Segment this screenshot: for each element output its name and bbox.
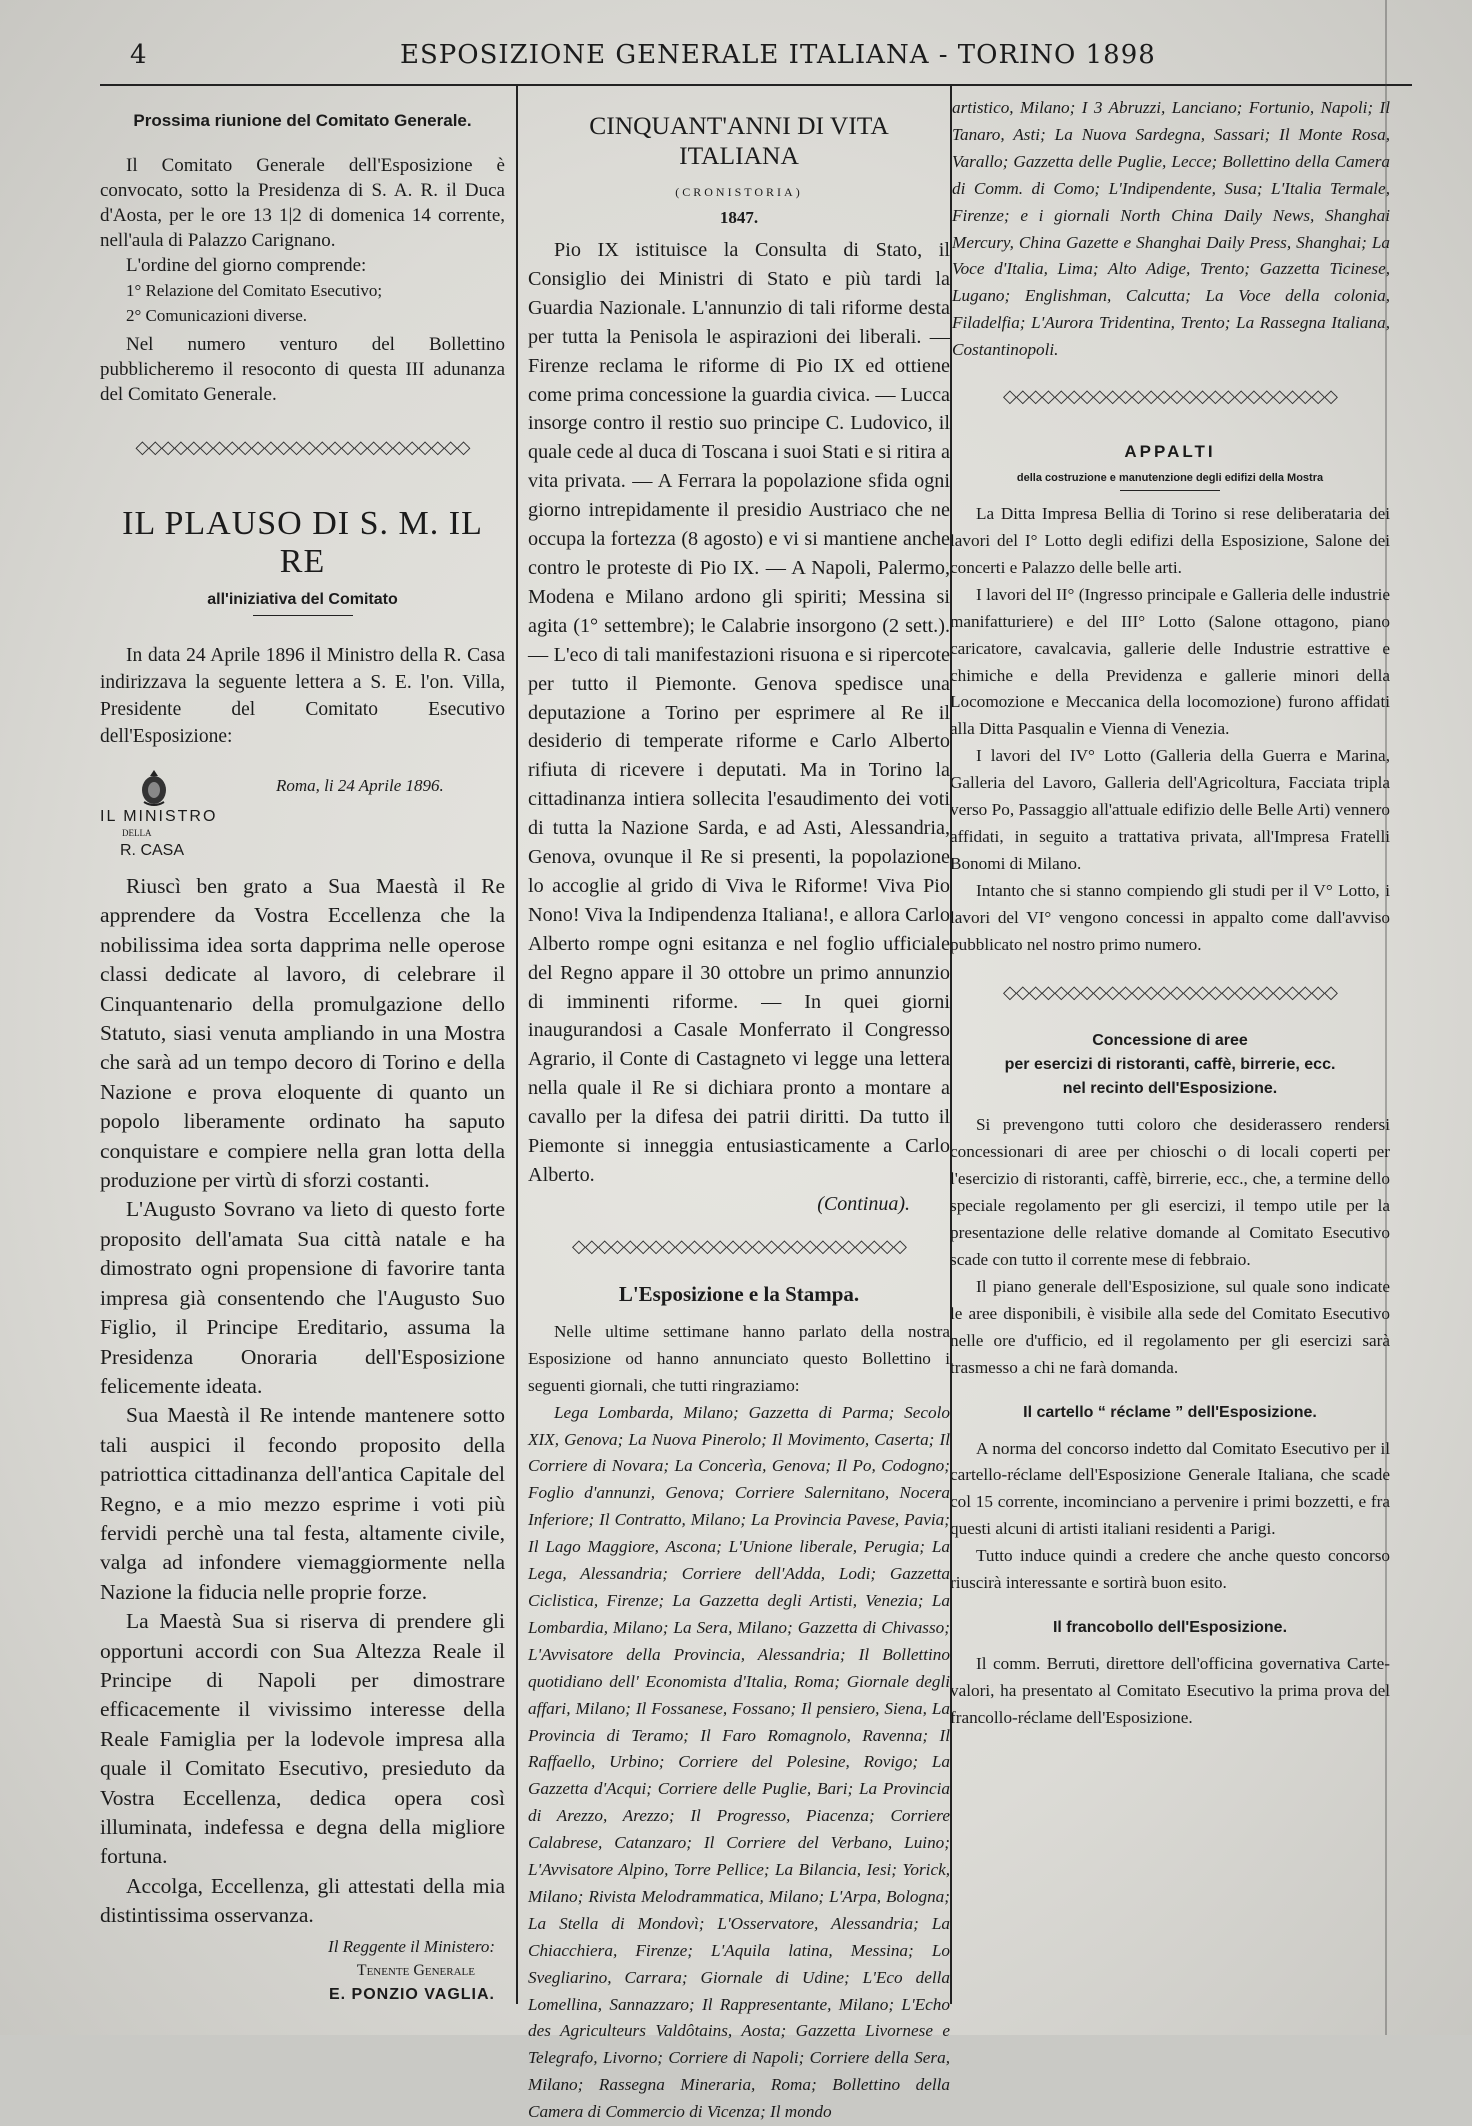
stampa-list-continued: artistico, Milano; I 3 Abruzzi, Lanciano; Fortunio, Napoli; Il Tanaro, Asti; La Nuova Sardegna, Sassari; Il Monte Rosa, Varallo; Gazzetta delle Puglie, Lecce; Bollettino della Camera di Comm. di Como; L'Indipendente, Susa; L'Italia Termale, Firenze; e i giornali North China Daily News, Shanghai Mercury, China Gazette e Shanghai Daily Press, Shanghai; La Voce d'Italia, Lima; Alto Adige, Trento; Gazzetta Ticinese, Lugano; Englishman, Calcutta; La Voce della colonia, Filadelfia; L'Aurora Tridentina, Trento; La Rassegna Italiana, Costantinopoli.	[952, 98, 1390, 360]
riunione-paragraph: L'ordine del giorno comprende:	[126, 255, 367, 276]
signature-line: Il Reggente il Ministero:	[328, 1936, 495, 1956]
concessione-title: per esercizi di ristoranti, caffè, birrerie, ecc.	[1004, 1056, 1336, 1074]
stampa-paragraph: Nelle ultime settimane hanno parlato della nostra Esposizione od hanno annunciato questo Bollettino i seguenti giornali, che tutti ringraziamo:	[528, 1321, 950, 1395]
letter-paragraph: Accolga, Eccellenza, gli attestati della mia distintissima osservanza.	[100, 1873, 505, 1928]
royal-crest-icon	[136, 768, 172, 808]
appalti-paragraph: I lavori del IV° Lotto (Galleria della Guerra e Marina, Galleria del Lavoro, Galleria dell'Agricoltura, Facciata tripla verso Po, Passaggio all'attuale edifizio delle Belle Arti) vennero affidati, in seguito a trattativa privata, all'Impresa Fratelli Bonomi di Milano.	[950, 746, 1390, 873]
page-title: ESPOSIZIONE GENERALE ITALIANA - TORINO 1898	[400, 40, 1156, 70]
ministero-line: R. CASA	[120, 842, 185, 859]
concessione-paragraph: Il piano generale dell'Esposizione, sul quale sono indicate le aree disponibili, è visibile alla sede del Comitato Esecutivo nelle ore d'ufficio, ed il regolamento per gli esercizi sarà trasmesso a chi ne farà domanda.	[950, 1276, 1390, 1377]
year-label: 1847.	[719, 208, 759, 227]
concessione-title: nel recinto dell'Esposizione.	[1062, 1080, 1278, 1098]
appalti-subtitle: della costruzione e manutenzione degli edifizi della Mostra	[1016, 472, 1324, 485]
plauso-subtitle: all'iniziativa del Comitato	[207, 591, 398, 608]
appalti-paragraph: Intanto che si stanno compiendo gli studi per il V° Lotto, i lavori del VI° vengono concessi in appalto come dall'avviso pubblicato nel nostro primo numero.	[950, 880, 1390, 954]
letter-heading	[100, 762, 505, 870]
continua-label: (Continua).	[817, 1192, 910, 1215]
concessione-title: Concessione di aree	[1092, 1032, 1248, 1050]
riunione-list-item: 1° Relazione del Comitato Esecutivo;	[126, 281, 383, 300]
ornament-divider: ◇◇◇◇◇◇◇◇◇◇◇◇◇◇◇◇◇◇◇◇◇◇◇◇◇◇	[1003, 386, 1337, 407]
appalti-title: APPALTI	[1124, 442, 1216, 462]
signature-block	[100, 1935, 505, 2007]
cronistoria-label: (CRONISTORIA)	[675, 185, 803, 199]
plauso-intro: In data 24 Aprile 1896 il Ministro della R. Casa indirizzava la seguente lettera a S. E. l'on. Villa, Presidente del Comitato Esecutivo dell'Esposizione:	[100, 645, 505, 747]
appalti-paragraph: La Ditta Impresa Bellia di Torino si rese deliberataria dei lavori del I° Lotto degli edifizi della Esposizione, Salone dei concerti e Palazzo delle belle arti.	[950, 504, 1390, 577]
cinquant-paragraph: Pio IX istituisce la Consulta di Stato, il Consiglio dei Ministri di Stato e più tardi la Guardia Nazionale. L'annunzio di tali riforme desta per tutta la Penisola le aspirazioni dei liberali. — Firenze reclama le riforme di Pio IX ed ottiene come prima concessione la guardia civica. — Lucca insorge contro il restio suo principe C. Ludovico, il quale cede al duca di Toscana i suoi Stati e si ritira a vita privata. — A Ferrara la popolazione sfida ogni giorno intrepidamente il presidio Austriaco che ne occupa la fortezza (8 agosto) e vi si mantiene anche contro le proteste di Pio IX. — A Napoli, Palermo, Modena e Milano ardono gli spiriti; Messina si agita (1° settembre); le Calabrie insorgono (2 sett.). — L'eco di tali manifestazioni risuona e si ripercote per tutto il Piemonte. Genova spedisce una deputazione a Torino per esprimere al Re il desiderio di temperate riforme e Carlo Alberto rifiuta di ricevere i deputati. Ma in Torino la cittadinanza intiera sollecita l'esaudimento dei voti di tutta la Nazione Sarda, e ad Asti, Alessandria, Genova, ovunque il Re si presenti, la popolazione lo accoglie al grido di Viva le Riforme! Viva Pio Nono! Viva la Indipendenza Italiana!, e allora Carlo Alberto rompe ogni esitanza e nel foglio ufficiale del Regno appare il 30 ottobre un primo annunzio di imminenti riforme. — In quei giorni inaugurandosi a Casale Monferrato il Congresso Agrario, il Conte di Castagneto vi legge una lettera nella quale il Re si dichiara pronto a montare a cavallo per la difesa dei patrii diritti. Da tutto il Piemonte si inneggia entusiasticamente a Carlo Alberto.	[528, 239, 951, 1186]
ministero-line: IL MINISTRO	[100, 808, 218, 825]
signature-name: E. PONZIO VAGLIA.	[328, 1985, 495, 2003]
francobollo-paragraph: Il comm. Berruti, direttore dell'officina governativa Carte-valori, ha presentato al Comitato Esecutivo la prima prova del francollo-réclame dell'Esposizione.	[950, 1653, 1390, 1727]
letter-paragraph: La Maestà Sua si riserva di prendere gli opportuni accordi con Sua Altezza Reale il Principe di Napoli per dimostrare efficacemente il vivissimo interesse della Reale Famiglia per la lodevole impresa alla quale il Comitato Esecutivo, presieduto da Vostra Eccellenza, dedica opera così illuminata, indefessa e degna della migliore fortuna.	[100, 1609, 505, 1869]
short-rule	[253, 615, 353, 616]
stampa-title: L'Esposizione e la Stampa.	[618, 1281, 860, 1306]
page-header	[100, 28, 1412, 86]
cartello-paragraph: Tutto induce quindi a credere che anche questo concorso riuscirà interessante e sortirà buon esito.	[950, 1546, 1390, 1593]
signature-line: Tenente Generale	[356, 1961, 475, 1979]
cinquant-title: CINQUANT'ANNI DI VITA ITALIANA	[589, 111, 889, 170]
letter-paragraph: Riuscì ben grato a Sua Maestà il Re apprendere da Vostra Eccellenza che la nobilissima idea sorta dapprima nelle operose classi dedicate al lavoro, di celebrare il Cinquantenario della promulgazione dello Statuto, siasi venuta ampliando in una Mostra che sarà ad un tempo decoro di Torino e della Nazione e prova eloquente di quanto un popolo liberamente ordinato ha saputo conquistare e compiere nella gran lotta della produzione per virtù di sforzi costanti.	[100, 874, 505, 1193]
column-rule-left	[516, 84, 518, 2004]
cartello-paragraph: A norma del concorso indetto dal Comitato Esecutivo per il cartello-réclame dell'Esposizione Generale Italiana, che scade col 15 corrente, incominciano a pervenire i primi bozzetti, e fra questi alcuni di artisti italiani residenti a Parigi.	[950, 1438, 1390, 1539]
riunione-title: Prossima riunione del Comitato Generale.	[133, 111, 472, 130]
riunione-paragraph: Nel numero venturo del Bollettino pubblicheremo il resoconto di questa III adunanza del Comitato Generale.	[100, 334, 505, 405]
column-middle	[528, 95, 950, 2126]
column-right	[950, 95, 1390, 1732]
cartello-title: Il cartello “ réclame ” dell'Esposizione.	[1023, 1403, 1317, 1421]
letter-paragraph: L'Augusto Sovrano va lieto di questo forte proposito dell'amata Sua città natale e ha dimostrato ogni propensione di favorire tanta impresa già consentendo che l'Augusto Suo Figlio, il Principe Ereditario, assuma la Presidenza Onoraria dell'Esposizione felicemente ideata.	[100, 1197, 505, 1398]
stampa-list: Lega Lombarda, Milano; Gazzetta di Parma; Secolo XIX, Genova; La Nuova Pinerolo; Il Movimento, Caserta; Il Corriere di Novara; La Concerìa, Genova; Il Po, Codogno; Foglio d'annunzi, Genova; Corriere Salernitano, Nocera Inferiore; Il Contratto, Milano; La Provincia Pavese, Pavia; Il Lago Maggiore, Ascona; L'Unione liberale, Perugia; La Lega, Alessandria; Corriere dell'Adda, Lodi; Gazzetta Ciclistica, Firenze; La Gazzetta degli Artisti, Venezia; La Lombardia, Milano; La Sera, Milano; Gazzetta di Chivasso; L'Avvisatore della Provincia, Alessandria; Il Bollettino quotidiano dell' Economista d'Italia, Roma; Giornale degli affari, Milano; Il Fossanese, Fossano; Il pensiero, Siena, La Provincia di Teramo; Il Faro Romagnolo, Ravenna; Il Raffaello, Urbino; Corriere del Polesine, Rovigo; La Gazzetta d'Acqui; Corriere delle Puglie, Bari; La Provincia di Arezzo, Arezzo; Il Progresso, Piacenza; Corriere Calabrese, Catanzaro; Il Corriere del Verbano, Luino; L'Avvisatore Alpino, Torre Pellice; La Bilancia, Iesi; Yorick, Milano; Rivista Melodrammatica, Milano; L'Arpa, Bologna; La Stella di Mondovì; L'Osservatore, Alessandria; La Chiacchiera, Firenze; L'Aquila latina, Messina; Lo Svegliarino, Carrara; Giornale di Udine; L'Eco della Lomellina, Sannazzaro; Il Rappresentante, Milano; L'Echo des Agriculteurs Valdôtains, Aosta; Gazzetta Livornese e Telegrafo, Livorno; Corriere di Napoli; Corriere della Sera, Milano; Rassegna Mineraria, Roma; Bollettino della Camera di Commercio di Vicenza; Il mondo	[528, 1402, 950, 2122]
column-left	[100, 95, 505, 2007]
ornament-divider: ◇◇◇◇◇◇◇◇◇◇◇◇◇◇◇◇◇◇◇◇◇◇◇◇◇◇	[572, 1235, 906, 1256]
letter-paragraph: Sua Maestà il Re intende mantenere sotto tali auspici il fecondo proposito della patriottica cittadinanza dell'antica Capitale del Regno, e a mio mezzo esprime i voti più fervidi perchè una tal festa, altamente civile, valga ad infondere viemaggiormente nella Nazione la fiducia nelle proprie forze.	[100, 1403, 505, 1604]
appalti-paragraph: I lavori del II° (Ingresso principale e Galleria delle industrie manifatturiere) e del III° Lotto (Salone ottagono, piano caricatore, cavalcavia, gallerie delle Industrie estrattive e chimiche e della Previdenza e gallerie minori della Locomozione e Meccanica della locomozione) furono affidati alla Ditta Pasqualin e Vienna di Venezia.	[950, 584, 1390, 739]
ornament-divider: ◇◇◇◇◇◇◇◇◇◇◇◇◇◇◇◇◇◇◇◇◇◇◇◇◇◇	[1003, 982, 1337, 1003]
francobollo-title: Il francobollo dell'Esposizione.	[1052, 1618, 1288, 1636]
riunione-paragraph: Il Comitato Generale dell'Esposizione è convocato, sotto la Presidenza di S. A. R. il Duca d'Aosta, per le ore 13 1|2 di domenica 14 corrente, nell'aula di Palazzo Carignano.	[100, 155, 505, 251]
riunione-list-item: 2° Comunicazioni diverse.	[126, 306, 308, 325]
ministero-line: DELLA	[122, 828, 152, 838]
short-rule	[1120, 490, 1220, 491]
letter-date: Roma, li 24 Aprile 1896.	[276, 776, 444, 795]
page-number: 4	[130, 40, 147, 70]
concessione-paragraph: Si prevengono tutti coloro che desiderassero rendersi concessionari di aree per chioschi o di locali coperti per l'esercizio di ristoranti, caffè, birrerie, ecc., che, a termine dello speciale regolamento per gli esercizi, il tempo utile per la presentazione delle relative domande al Comitato Esecutivo scade con tutto il corrente mese di febbraio.	[950, 1115, 1390, 1269]
ornament-divider: ◇◇◇◇◇◇◇◇◇◇◇◇◇◇◇◇◇◇◇◇◇◇◇◇◇◇	[135, 437, 470, 457]
plauso-title: IL PLAUSO DI S. M. IL RE	[122, 505, 483, 580]
